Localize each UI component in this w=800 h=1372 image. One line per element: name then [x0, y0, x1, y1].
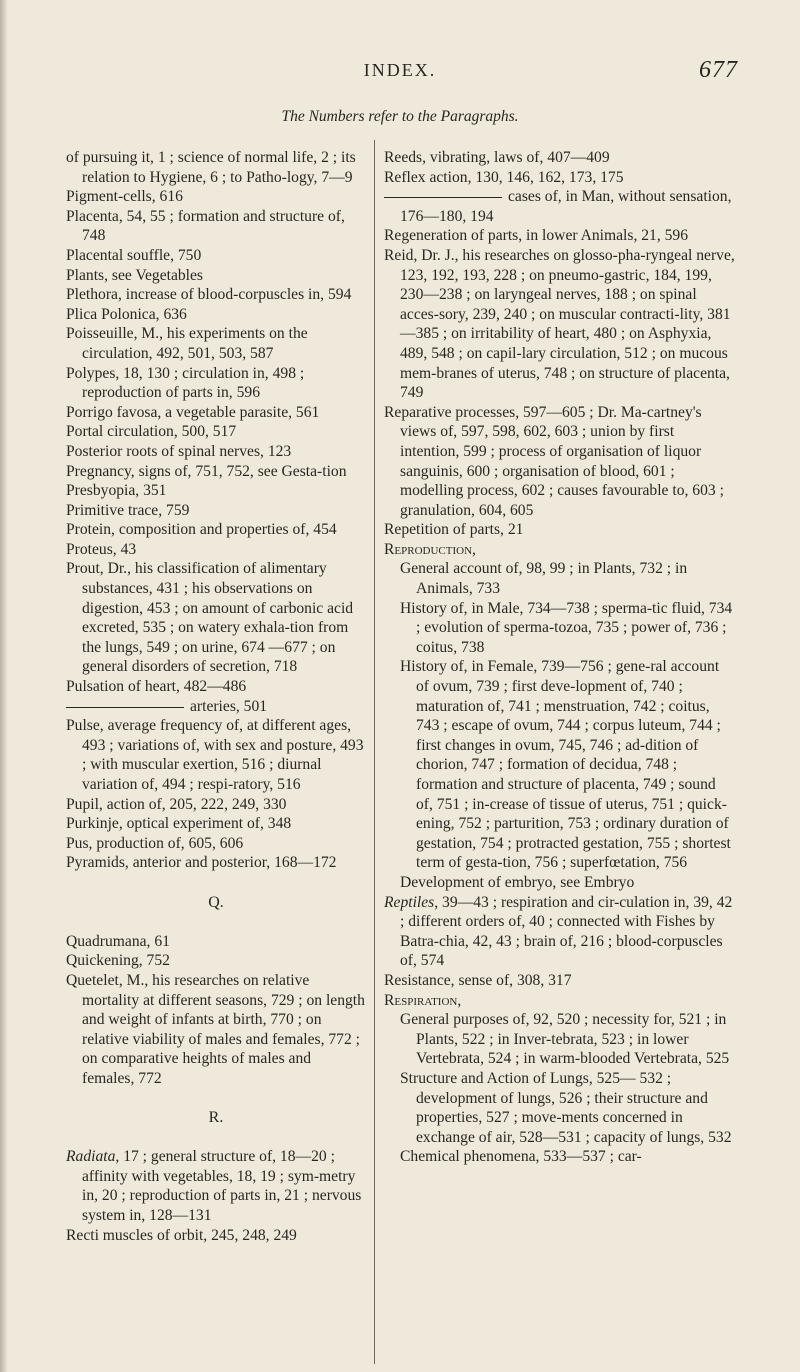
entry-text: Plants, see Vegetables: [66, 266, 203, 284]
page-number: 677: [699, 57, 738, 83]
entry-text: Repetition of parts, 21: [384, 521, 524, 539]
spacer: [66, 873, 366, 893]
entry-text: Resistance, sense of, 308, 317: [384, 971, 572, 989]
index-entry: [66, 677, 366, 697]
index-subentry: [384, 657, 735, 873]
index-entry: [384, 893, 735, 971]
entry-text: Plethora, increase of blood-corpuscles in, 594: [66, 286, 352, 304]
entry-text: Respiration,: [384, 991, 462, 1009]
index-entry: [66, 266, 366, 286]
entry-text: Portal circulation, 500, 517: [66, 423, 237, 441]
entry-text: Placental souffle, 750: [66, 246, 202, 264]
entry-text: Regeneration of parts, in lower Animals, 21, 596: [384, 227, 689, 245]
entry-text: Protein, composition and properties of, 454: [66, 521, 337, 539]
index-subentry: [384, 1069, 735, 1147]
index-entry: [66, 481, 366, 501]
index-entry: [66, 951, 366, 971]
index-subentry: [384, 1147, 735, 1167]
index-entry: [384, 991, 735, 1011]
index-entry: [384, 246, 735, 403]
index-entry: [66, 971, 366, 1089]
index-entry: [66, 834, 366, 854]
entry-text: Proteus, 43: [66, 540, 137, 558]
index-entry: [66, 148, 366, 187]
entry-text: Pulsation of heart, 482—486: [66, 678, 247, 696]
section-letter: R.: [208, 1109, 224, 1127]
index-entry: [384, 520, 735, 540]
entry-text: Porrigo favosa, a vegetable parasite, 561: [66, 403, 320, 421]
entry-text: Pyramids, anterior and posterior, 168—172: [66, 854, 337, 872]
index-entry: [66, 559, 366, 677]
index-entry: [66, 520, 366, 540]
entry-text: Pregnancy, signs of, 751, 752, see Gesta-tion: [66, 462, 347, 480]
entry-text: Chemical phenomena, 533—537 ; car-: [400, 1148, 642, 1166]
index-entry: [66, 187, 366, 207]
entry-text: Reparative processes, 597—605 ; Dr. Ma-cartney's views of, 597, 598, 602, 603 ; union by first intention, 599 ; process of organisation of liquor sanguinis, 600 ; organisation of blood, 601 ; modelling process, 602 ; causes favourable to, 603 ; granulation, 604, 605: [384, 403, 724, 519]
entry-text: Presbyopia, 351: [66, 482, 167, 500]
entry-text: Pigment-cells, 616: [66, 188, 183, 206]
entry-text: Pulse, average frequency of, at different ages, 493 ; variations of, with sex and posture, 493 ; with muscular exertion, 516 ; diurnal variation of, 494 ; respi-ratory, 516: [66, 717, 364, 793]
index-entry: [66, 795, 366, 815]
entry-text: Pus, production of, 605, 606: [66, 834, 244, 852]
index-entry: [66, 853, 366, 873]
entry-text: Polypes, 18, 130 ; circulation in, 498 ; reproduction of parts in, 596: [66, 364, 305, 402]
entry-text: History of, in Male, 734—738 ; sperma-tic fluid, 734 ; evolution of sperma-tozoa, 735 ; power of, 736 ; coitus, 738: [400, 599, 733, 656]
index-entry: [66, 285, 366, 305]
index-entry: [66, 540, 366, 560]
index-entry: [66, 932, 366, 952]
index-entry: [384, 226, 735, 246]
index-entry: [66, 403, 366, 423]
index-subentry: [384, 1010, 735, 1069]
index-entry: [66, 324, 366, 363]
spacer: [66, 1128, 366, 1148]
entry-text: Reproduction,: [384, 540, 476, 558]
spacer: [66, 912, 366, 932]
entry-text: arteries, 501: [190, 697, 268, 715]
entry-text: of pursuing it, 1 ; science of normal life, 2 ; its relation to Hygiene, 6 ; to Patho-logy, 7—9: [66, 149, 356, 186]
section-letter: Q.: [208, 893, 224, 911]
index-subentry: [384, 873, 735, 893]
entry-text: Recti muscles of orbit, 245, 248, 249: [66, 1226, 297, 1244]
index-entry: [66, 442, 366, 462]
index-subentry: [384, 559, 735, 598]
index-entry: [66, 305, 366, 325]
index-entry: [384, 540, 735, 560]
index-entry: [384, 187, 735, 226]
entry-text: , 39—43 ; respiration and cir-culation in, 39, 42 ; different orders of, 40 ; connected with Fishes by Batra-chia, 42, 43 ; brain of, 216 ; blood-corpuscles of, 574: [400, 893, 733, 970]
entry-text: General purposes of, 92, 520 ; necessity for, 521 ; in Plants, 522 ; in Inver-tebrata, 523 ; in lower Vertebrata, 524 ; in warm-blooded Vertebrata, 525: [400, 1011, 730, 1068]
entry-text: , 17 ; general structure of, 18—20 ; affinity with vegetables, 18, 19 ; sym-metry in, 20 ; reproduction of parts in, 21 ; nervous system in, 128—131: [82, 1148, 362, 1225]
index-entry: [384, 168, 735, 188]
entry-text: Plica Polonica, 636: [66, 305, 187, 323]
page-header: [0, 57, 800, 92]
entry-text: General account of, 98, 99 ; in Plants, 732 ; in Animals, 733: [400, 560, 688, 598]
entry-text: Reeds, vibrating, laws of, 407—409: [384, 149, 610, 166]
entry-text: History of, in Female, 739—756 ; gene-ral account of ovum, 739 ; first deve-lopment of, 740 ; maturation of, 741 ; menstruation, 742 ; coitus, 743 ; escape of ovum, 744 ; corpus luteum, 744 ; first changes in ovum, 745, 746 ; ad-dition of chorion, 747 ; formation of decidua, 748 ; formation and structure of placenta, 749 ; sound of, 751 ; in-crease of tissue of uterus, 751 ; quick-ening, 752 ; parturition, 753 ; ordinary duration of gestation, 754 ; protracted gestation, 755 ; shortest term of gesta-tion, 756 ; superfœtation, 756: [400, 658, 731, 872]
right-column: [384, 148, 735, 1167]
index-entry: [66, 462, 366, 482]
column-divider: [374, 140, 375, 1364]
spacer: [66, 1089, 366, 1109]
index-subtitle: The Numbers refer to the Paragraphs.: [281, 108, 519, 125]
ditto-dash: [384, 197, 502, 198]
index-entry: [66, 697, 366, 717]
page-spine-shadow: [0, 0, 8, 1372]
index-entry: [66, 364, 366, 403]
index-entry: [66, 422, 366, 442]
entry-text: Pupil, action of, 205, 222, 249, 330: [66, 795, 287, 813]
running-title: INDEX.: [363, 60, 437, 80]
index-entry: [384, 148, 735, 168]
index-entry: [66, 814, 366, 834]
index-entry: [66, 1226, 366, 1246]
entry-text: Poisseuille, M., his experiments on the circulation, 492, 501, 503, 587: [66, 325, 308, 362]
entry-text: Prout, Dr., his classification of alimentary substances, 431 ; his observations on digestion, 453 ; on amount of carbonic acid excreted, 535 ; on watery exhala-tion from the lungs, 549 ; on urine, 674 —677 ; on general disorders of secretion, 718: [66, 560, 354, 676]
entry-text: Development of embryo, see Embryo: [400, 873, 635, 891]
index-entry: [66, 246, 366, 266]
entry-text: Placenta, 54, 55 ; formation and structure of, 748: [66, 207, 345, 245]
entry-text: Reid, Dr. J., his researches on glosso-pha-ryngeal nerve, 123, 192, 193, 228 ; on pneumo-gastric, 184, 199, 230—238 ; on laryngeal nerves, 188 ; on spinal acces-sory, 239, 240 ; on muscular contracti-lity, 381—385 ; on irritability of heart, 480 ; on Asphyxia, 489, 548 ; on capil-lary circulation, 512 ; on mucous mem-branes of uterus, 748 ; on structure of placenta, 749: [384, 246, 735, 402]
entry-text: Quadrumana, 61: [66, 932, 170, 950]
entry-heading-italic: Radiata: [66, 1148, 116, 1166]
left-column: [66, 148, 366, 1245]
index-entry: [384, 403, 735, 521]
entry-text: cases of, in Man, without sensation, 176—180, 194: [400, 188, 732, 225]
index-entry: [384, 971, 735, 991]
entry-heading-italic: Reptiles: [384, 893, 435, 911]
index-entry: [66, 1147, 366, 1225]
index-entry: [66, 716, 366, 794]
index-entry: [66, 501, 366, 521]
entry-text: Quickening, 752: [66, 952, 170, 970]
entry-text: Reflex action, 130, 146, 162, 173, 175: [384, 168, 624, 186]
index-subentry: [384, 599, 735, 658]
entry-text: Structure and Action of Lungs, 525— 532 ; development of lungs, 526 ; their structure and properties, 527 ; move-ments concerned in exchange of air, 528—531 ; capacity of lungs, 532: [400, 1069, 732, 1146]
entry-text: Posterior roots of spinal nerves, 123: [66, 442, 292, 460]
entry-text: Purkinje, optical experiment of, 348: [66, 815, 292, 833]
entry-text: Primitive trace, 759: [66, 501, 190, 519]
index-entry: [66, 207, 366, 246]
entry-text: Quetelet, M., his researches on relative mortality at different seasons, 729 ; on length and weight of infants at birth, 770 ; on relative viability of males and females, 772 ; on comparative heights of males and females, 772: [66, 971, 365, 1087]
ditto-dash: [66, 707, 184, 708]
